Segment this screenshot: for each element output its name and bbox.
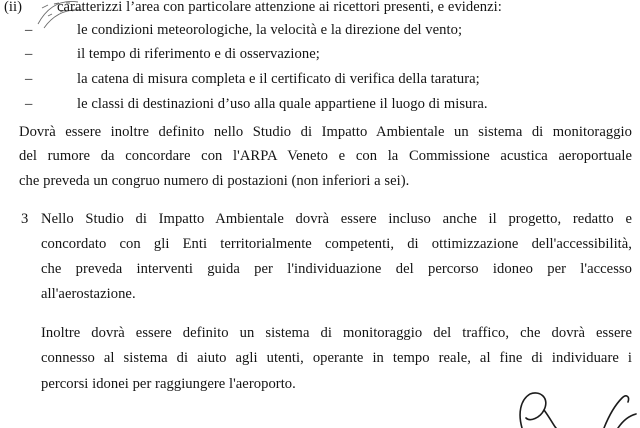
bullet-dash: – [25,22,33,38]
bullet-dash: – [25,46,33,62]
paragraph-line: Inoltre dovrà essere definito un sistema di monitoraggio del traffico, che dovrà essere [41,325,632,341]
bullet-item: le condizioni meteorologiche, la velocità e la direzione del vento; [77,22,463,38]
item-ii-marker: (ii) [4,0,23,15]
paragraph-line: del rumore da concordare con l'ARPA Veneto e con la Commissione acustica aeroportuale [19,148,632,164]
bullet-item: le classi di destinazioni d’uso alla quale appartiene il luogo di misura. [77,96,488,112]
bullet-dash: – [25,96,33,112]
bullet-item: il tempo di riferimento e di osservazione; [77,46,320,62]
item-3-line: che preveda interventi guida per l'individuazione del percorso idoneo per l'accesso [41,261,632,277]
paragraph-line: connesso al sistema di aiuto agli utenti, operante in tempo reale, al fine di individuare i [41,350,632,366]
item-3-line: concordato con gli Enti territorialmente competenti, di ottimizzazione dell'accessibilità, [41,236,632,252]
bullet-item: la catena di misura completa e il certificato di verifica della taratura; [77,71,480,87]
item-ii-text: caratterizzi l’area con particolare attenzione ai ricettori presenti, e evidenzi: [57,0,502,15]
signature [500,388,640,428]
bullet-dash: – [25,71,33,87]
paragraph-line: Dovrà essere inoltre definito nello Studio di Impatto Ambientale un sistema di monitoraggio [19,124,632,140]
item-3-line: all'aerostazione. [41,286,136,302]
item-3-number: 3 [21,211,29,227]
paragraph-line: percorsi idonei per raggiungere l'aeroporto. [41,376,296,392]
item-3-line: Nello Studio di Impatto Ambientale dovrà essere incluso anche il progetto, redatto e [41,211,632,227]
paragraph-line: che preveda un congruo numero di postazioni (non inferiori a sei). [19,173,410,189]
